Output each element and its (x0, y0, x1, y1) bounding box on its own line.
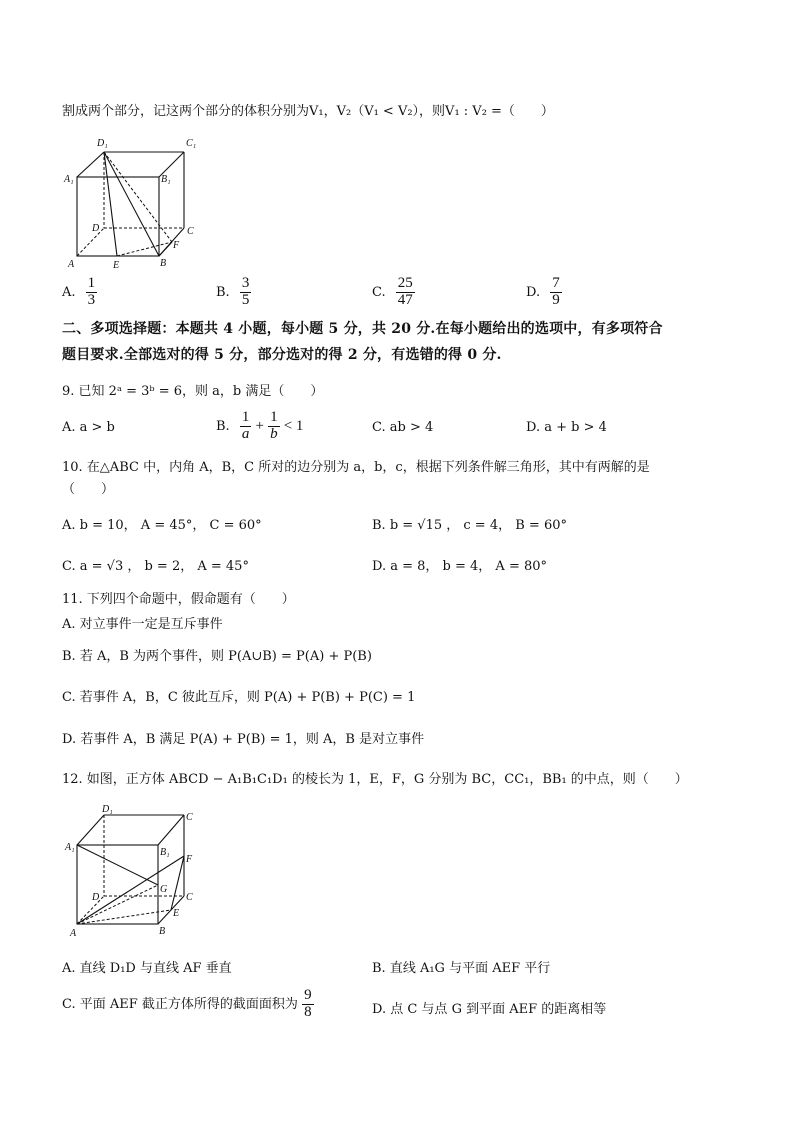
fraction-1-over-a: $\frac{1}{a}$ (241, 409, 250, 442)
label-B: B (160, 258, 167, 269)
label-C-top: C (186, 812, 193, 823)
fraction: $\frac{25}{47}$ (397, 275, 413, 308)
option-label: A. (62, 284, 76, 300)
fraction: $\frac{7}{9}$ (552, 275, 560, 308)
q10-option-d: D. a = 8， b = 4， A = 80° (372, 559, 548, 574)
front-face (77, 177, 159, 256)
front-face (77, 845, 158, 924)
q12-option-b: B. 直线 A₁G 与平面 AEF 平行 (372, 961, 551, 976)
label-F: F (186, 854, 193, 865)
label-C1: C₁ (186, 138, 197, 149)
q10-stem: 10. 在△ABC 中，内角 A，B，C 所对的边分别为 a，b，c，根据下列条件解三角形，其中有两解的是 (62, 460, 650, 475)
q12-option-a: A. 直线 D₁D 与直线 AF 垂直 (62, 961, 232, 976)
label-F: F (173, 240, 180, 251)
q9-option-a: A. a > b (62, 420, 115, 435)
q12-stem: 12. 如图，正方体 ABCD − A₁B₁C₁D₁ 的棱长为 1，E，F，G 分别为 BC，CC₁，BB₁ 的中点，则（ ） (62, 772, 688, 787)
label-C: C (187, 226, 194, 237)
label-B1: B₁ (161, 174, 171, 185)
option-label: C. (372, 284, 386, 300)
section-heading-line2: 题目要求.全部选对的得 5 分，部分选对的得 2 分，有选错的得 0 分. (62, 347, 502, 363)
q10-option-b: B. b = √15 ， c = 4， B = 60° (372, 518, 567, 533)
q10-stem-cont: （ ） (62, 482, 115, 497)
q12-option-c: C. 平面 AEF 截正方体所得的截面面积为 $\frac{9}{8}$ (62, 987, 312, 1020)
q8-option-b (216, 276, 251, 309)
label-G: G (160, 884, 168, 895)
label-D1: D₁ (102, 804, 113, 815)
q8-option-c (372, 276, 415, 309)
q10-option-a: A. b = 10， A = 45°， C = 60° (62, 518, 262, 533)
q8-option-a (62, 276, 97, 309)
q12-cube-figure (62, 800, 212, 940)
q12-option-d: D. 点 C 与点 G 到平面 AEF 的距离相等 (372, 1002, 607, 1017)
section-heading-line1: 二、多项选择题：本题共 4 小题，每小题 5 分，共 20 分.在每小题给出的选项中，有多项符合 (62, 321, 663, 337)
label-D1: D₁ (97, 138, 108, 149)
q11-option-b: B. 若 A，B 为两个事件，则 P(A∪B) = P(A) + P(B) (62, 649, 372, 664)
fraction-9-over-8: $\frac{9}{8}$ (304, 987, 312, 1020)
label-E: E (113, 260, 120, 270)
option-label: B. (216, 284, 230, 300)
q8-option-d (526, 276, 562, 309)
label-A: A (68, 259, 75, 270)
q11-option-a: A. 对立事件一定是互斥事件 (62, 617, 223, 632)
label-E: E (173, 908, 180, 919)
label-D: D (92, 223, 100, 234)
label-D: D (92, 892, 100, 903)
option-label: D. (526, 284, 541, 300)
q11-option-d: D. 若事件 A，B 满足 P(A) + P(B) = 1，则 A，B 是对立事件 (62, 732, 425, 747)
q11-option-c: C. 若事件 A，B，C 彼此互斥，则 P(A) + P(B) + P(C) = 1 (62, 690, 416, 705)
label-B1: B₁ (160, 847, 170, 858)
q10-option-c: C. a = √3 ， b = 2， A = 45° (62, 559, 249, 574)
label-B: B (159, 926, 166, 937)
fraction: $\frac{1}{3}$ (87, 275, 96, 308)
fraction: $\frac{3}{5}$ (241, 275, 250, 308)
label-A: A (70, 928, 77, 939)
q9-option-d: D. a + b > 4 (526, 420, 607, 435)
q9-option-b: B. $\frac{1}{a}$ + $\frac{1}{b}$ < 1 (216, 409, 304, 442)
q11-stem: 11. 下列四个命题中，假命题有（ ） (62, 592, 295, 607)
q8-cube-figure (60, 130, 210, 270)
q8-stem: 割成两个部分，记这两个部分的体积分别为V₁，V₂（V₁ < V₂），则V₁ : V₂ =（ ） (62, 104, 554, 119)
q9-option-c: C. ab > 4 (372, 420, 434, 435)
label-A1: A₁ (65, 842, 75, 853)
fraction-1-over-b: $\frac{1}{b}$ (270, 409, 278, 442)
q9-stem: 9. 已知 2ᵃ = 3ᵇ = 6，则 a，b 满足（ ） (62, 384, 324, 399)
label-A1: A₁ (64, 174, 74, 185)
label-C: C (186, 892, 193, 903)
